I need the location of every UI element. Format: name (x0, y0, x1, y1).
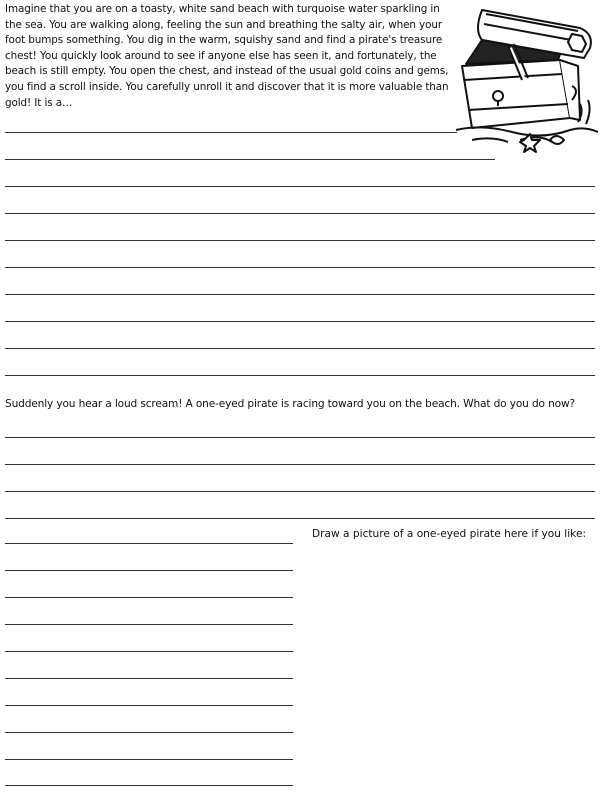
second-prompt: Suddenly you hear a loud scream! A one-eyed pirate is racing toward you on the beach. What do you do now? (5, 398, 575, 410)
writing-line[interactable] (5, 732, 293, 733)
writing-line[interactable] (5, 240, 595, 241)
writing-line[interactable] (5, 678, 293, 679)
writing-line[interactable] (5, 186, 595, 187)
intro-paragraph: Imagine that you are on a toasty, white sand beach with turquoise water sparkling in the sea. You are walking along, feeling the sun and breathing the salty air, when your foot bumps something. You dig in the warm, squishy sand and find a pirate's treasure chest! You quickly look around to see if anyone else has seen it, and fortunately, the beach is still empty. You open the chest, and instead of the usual gold coins and gems, you find a scroll inside. You carefully unroll it and discover that it is more valuable than gold! It is a… (5, 3, 449, 109)
draw-area-label: Draw a picture of a one-eyed pirate here if you like: (312, 528, 587, 540)
drawing-area[interactable] (305, 545, 595, 785)
writing-line[interactable] (5, 518, 595, 519)
writing-line[interactable] (5, 132, 457, 133)
writing-line[interactable] (5, 491, 595, 492)
writing-line[interactable] (5, 705, 293, 706)
writing-line[interactable] (5, 624, 293, 625)
writing-line[interactable] (5, 213, 595, 214)
writing-line[interactable] (5, 651, 293, 652)
writing-line[interactable] (5, 759, 293, 760)
writing-line[interactable] (5, 597, 293, 598)
writing-line[interactable] (5, 321, 595, 322)
writing-line[interactable] (5, 543, 293, 544)
writing-line[interactable] (5, 294, 595, 295)
writing-line[interactable] (5, 570, 293, 571)
writing-line[interactable] (5, 785, 293, 786)
writing-line[interactable] (5, 464, 595, 465)
writing-line[interactable] (5, 437, 595, 438)
writing-line[interactable] (5, 267, 595, 268)
writing-line[interactable] (5, 159, 495, 160)
writing-line[interactable] (5, 375, 595, 376)
writing-line[interactable] (5, 348, 595, 349)
treasure-chest-icon (452, 0, 600, 160)
